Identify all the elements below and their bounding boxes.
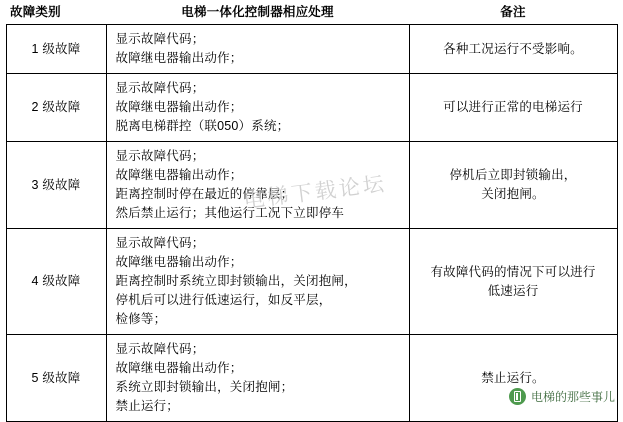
action-line: 停机后可以进行低速运行，如反平层，: [115, 293, 332, 307]
action-line: 系统立即封锁输出，关闭抱闸；: [115, 380, 294, 394]
note-line: 关闭抱闸。: [481, 187, 545, 201]
controller-action: [106, 229, 409, 335]
fault-category: 3 级故障: [6, 142, 106, 229]
table-row: [6, 74, 617, 142]
action-line: 故障继电器输出动作；: [115, 361, 243, 375]
table-row: [6, 25, 617, 74]
header-category: 故障类别: [10, 5, 61, 19]
wechat-account-icon: [509, 388, 526, 405]
action-line: 显示故障代码；: [115, 81, 205, 95]
controller-action: [106, 142, 409, 229]
action-line: 故障继电器输出动作；: [115, 255, 243, 269]
action-line: 检修等；: [115, 312, 167, 326]
action-line: 禁止运行；: [115, 399, 180, 413]
note-line: 各种工况运行不受影响。: [443, 41, 583, 56]
fault-category: 5 级故障: [6, 335, 106, 422]
fault-category: 2 级故障: [6, 74, 106, 142]
header-note: 备注: [500, 5, 526, 19]
note-line: 低速运行: [487, 283, 539, 298]
account-badge: [509, 388, 615, 405]
action-line: 故障继电器输出动作；: [115, 168, 243, 182]
controller-action: [106, 25, 409, 74]
note-line: 停机后立即封锁输出，: [449, 168, 577, 182]
action-line: 距离控制时停在最近的停靠层；: [115, 187, 294, 201]
fault-note: [409, 142, 617, 229]
note-line: 禁止运行。: [481, 370, 545, 385]
controller-action: [106, 335, 409, 422]
action-line: 故障继电器输出动作；: [115, 51, 243, 65]
fault-note: [409, 335, 617, 422]
table-row: [6, 335, 617, 422]
fault-level-table: [6, 0, 618, 422]
action-line: 距离控制时系统立即封锁输出，关闭抱闸，: [115, 274, 357, 288]
controller-action: [106, 74, 409, 142]
table-header-row: [6, 0, 617, 25]
action-line: 故障继电器输出动作；: [115, 100, 243, 114]
action-line: 显示故障代码；: [115, 149, 205, 163]
fault-category: 1 级故障: [6, 25, 106, 74]
fault-note: [409, 229, 617, 335]
table-row: [6, 142, 617, 229]
action-line: 然后禁止运行；其他运行工况下立即停车: [115, 206, 345, 220]
fault-category: 4 级故障: [6, 229, 106, 335]
action-line: 显示故障代码；: [115, 32, 205, 46]
note-line: 可以进行正常的电梯运行: [443, 100, 583, 114]
fault-note: [409, 25, 617, 74]
table-row: [6, 229, 617, 335]
fault-note: [409, 74, 617, 142]
watermark-text: 电梯下载论坛: [242, 171, 389, 213]
action-line: 脱离电梯群控（联050）系统；: [115, 119, 290, 133]
account-name: 电梯的那些事儿: [530, 390, 615, 404]
action-line: 显示故障代码；: [115, 236, 205, 250]
note-line: 有故障代码的情况下可以进行: [430, 264, 596, 279]
action-line: 显示故障代码；: [115, 342, 205, 356]
header-controller-action: 电梯一体化控制器相应处理: [181, 5, 334, 19]
